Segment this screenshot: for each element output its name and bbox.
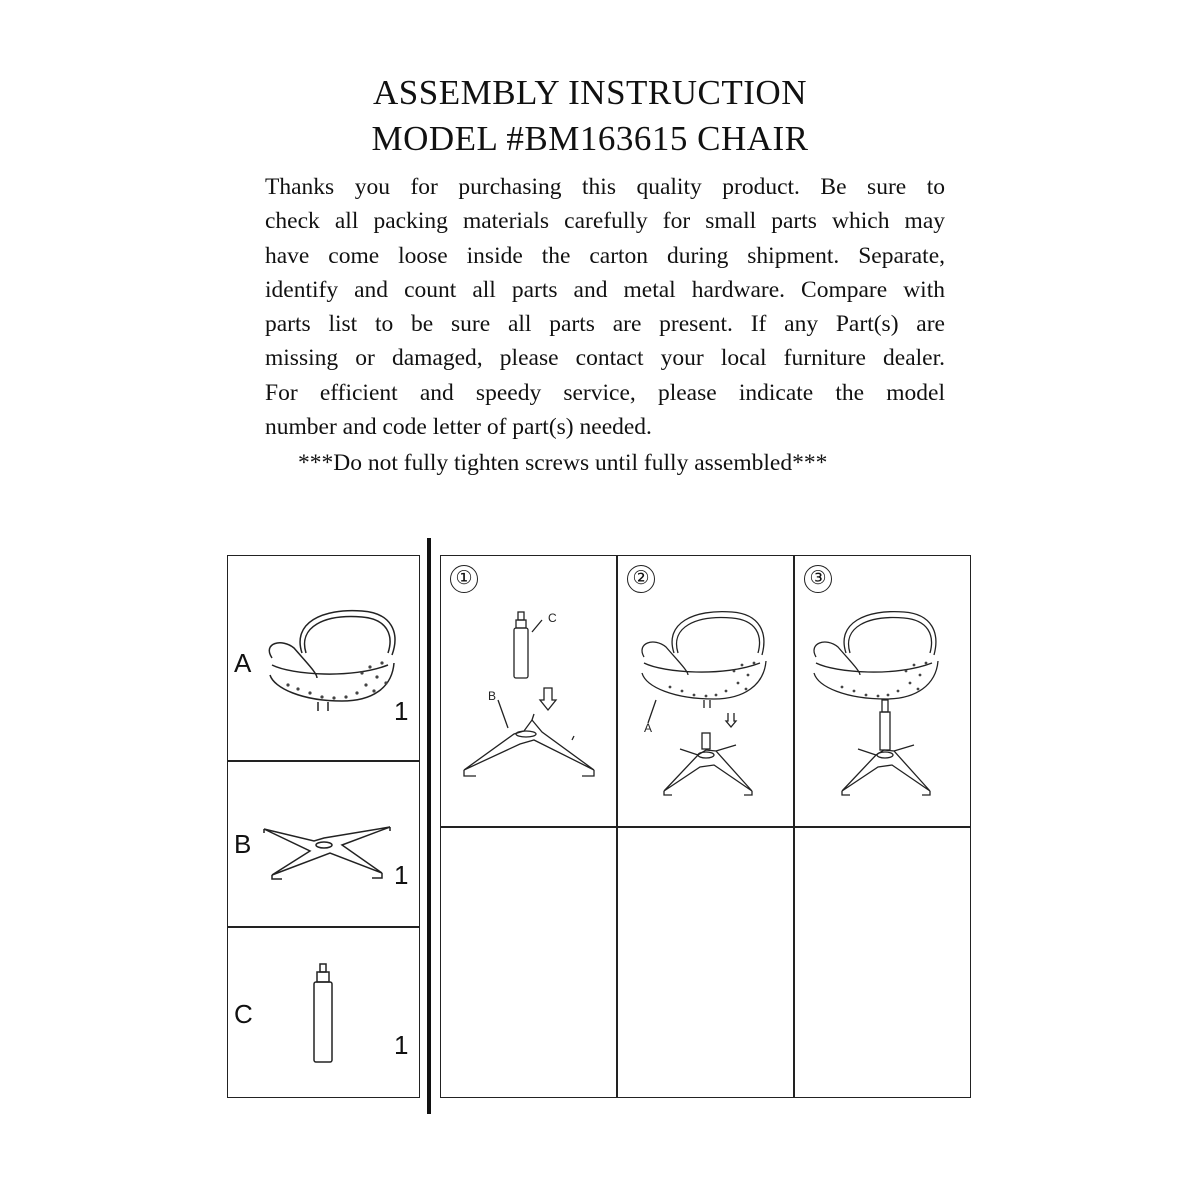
model-title: MODEL #BM163615 CHAIR bbox=[371, 119, 809, 158]
star-base-icon bbox=[262, 825, 392, 883]
intro-line: missing or damaged, please contact your local furniture dealer. bbox=[265, 345, 945, 372]
intro-line: check all packing materials carefully for small parts which may bbox=[265, 208, 945, 235]
document-title: ASSEMBLY INSTRUCTION bbox=[373, 73, 807, 112]
part-code: A bbox=[234, 648, 252, 678]
section-divider bbox=[427, 538, 431, 1114]
step-label: A bbox=[644, 721, 653, 735]
intro-line: Thanks you for purchasing this quality product. Be sure to bbox=[265, 174, 945, 200]
step-number: ③ bbox=[804, 565, 832, 593]
step1-illustration bbox=[462, 610, 597, 782]
step2-illustration bbox=[636, 605, 786, 800]
step-label: C bbox=[548, 611, 557, 625]
intro-line: identify and count all parts and metal hardware. Compare with bbox=[265, 276, 945, 303]
step-label: B bbox=[488, 689, 497, 703]
intro-line: have come loose inside the carton during shipment. Separate, bbox=[265, 242, 945, 269]
part-quantity: 1 bbox=[394, 1030, 409, 1060]
intro-paragraph bbox=[265, 170, 945, 444]
gas-cylinder-icon bbox=[311, 962, 335, 1064]
part-quantity: 1 bbox=[394, 696, 409, 726]
step3-illustration bbox=[806, 605, 956, 800]
intro-line: number and code letter of part(s) needed. bbox=[265, 414, 652, 441]
part-code: C bbox=[234, 999, 253, 1029]
step-number: ① bbox=[450, 565, 478, 593]
empty-step-box bbox=[793, 826, 971, 1098]
intro-line: For efficient and speedy service, please indicate the model bbox=[265, 379, 945, 406]
part-quantity: 1 bbox=[394, 860, 409, 890]
assembly-note: ***Do not fully tighten screws until fully assembled*** bbox=[298, 450, 828, 476]
chair-seat-icon bbox=[262, 603, 402, 718]
part-code: B bbox=[234, 829, 252, 859]
empty-step-box bbox=[616, 826, 795, 1098]
intro-line: parts list to be sure all parts are present. If any Part(s) are bbox=[265, 311, 945, 338]
step-number: ② bbox=[627, 565, 655, 593]
empty-step-box bbox=[440, 826, 618, 1098]
